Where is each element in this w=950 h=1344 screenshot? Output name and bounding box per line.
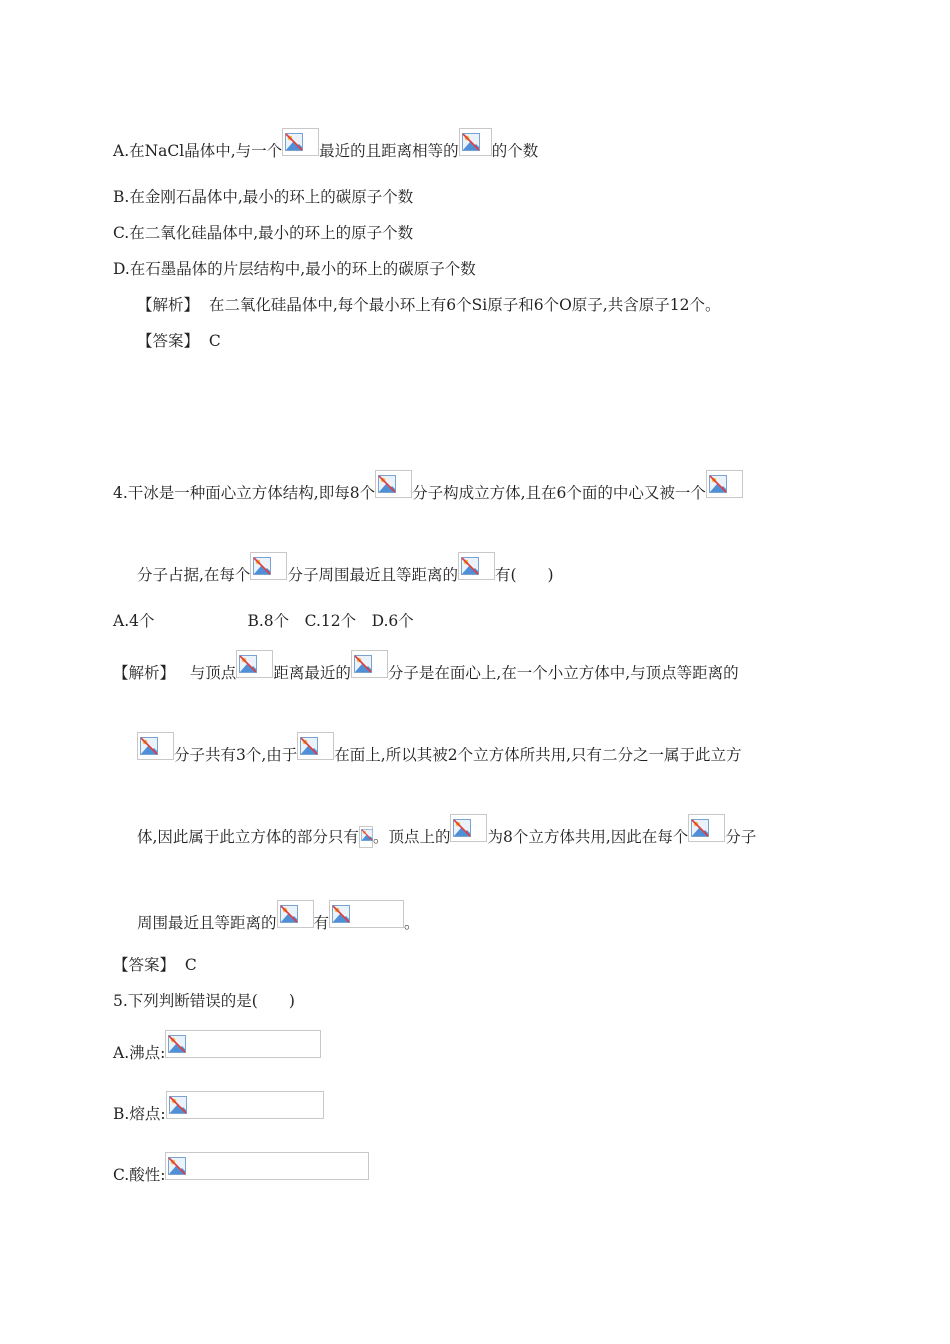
broken-image-icon xyxy=(282,128,319,156)
broken-image-icon xyxy=(375,470,412,498)
text: 分子周围最近且等距离的 xyxy=(287,566,458,584)
text: 。 xyxy=(404,914,420,932)
text: 分子共有3个,由于 xyxy=(174,746,298,764)
text: 周围最近且等距离的 xyxy=(137,914,277,932)
q5-option-b xyxy=(113,1091,324,1123)
broken-image-icon xyxy=(688,814,725,842)
answer-label: 【答案】 xyxy=(113,956,176,974)
q4-options: A.4个 B.8个 C.12个 D.6个 xyxy=(113,612,414,630)
broken-image-icon xyxy=(165,1152,369,1180)
q3-option-c: C.在二氧化硅晶体中,最小的环上的原子个数 xyxy=(113,224,414,242)
text: 。顶点上的 xyxy=(372,828,451,846)
answer-value: C xyxy=(208,332,221,350)
text: A.在NaCl晶体中,与一个 xyxy=(113,142,283,160)
text: 距离最近的 xyxy=(273,664,351,682)
analysis-text: 在二氧化硅晶体中,每个最小环上有6个Si原子和6个O原子,共含原子12个。 xyxy=(208,296,721,314)
q5-option-c xyxy=(113,1152,369,1184)
broken-image-icon xyxy=(277,900,314,928)
q4-analysis-line1 xyxy=(113,650,739,682)
text: 分子构成立方体,且在6个面的中心又被一个 xyxy=(412,484,706,502)
q5-option-a xyxy=(113,1030,321,1062)
q3-answer xyxy=(137,332,221,350)
broken-image-icon xyxy=(137,732,174,760)
q3-analysis xyxy=(137,296,720,314)
q4-analysis-line2 xyxy=(137,732,742,764)
broken-image-icon xyxy=(166,1091,324,1119)
q3-option-d: D.在石墨晶体的片层结构中,最小的环上的碳原子个数 xyxy=(113,260,476,278)
q4-analysis-line3 xyxy=(137,814,757,846)
q4-analysis-line4 xyxy=(137,900,420,932)
broken-image-icon xyxy=(459,128,492,156)
text: 分子 xyxy=(725,828,757,846)
q4-answer xyxy=(113,956,197,974)
analysis-label: 【解析】 xyxy=(113,664,176,682)
text: 与顶点 xyxy=(189,664,237,682)
text: 分子是在面心上,在一个小立方体中,与顶点等距离的 xyxy=(387,664,739,682)
text: 最近的且距离相等的 xyxy=(319,142,459,160)
broken-image-icon xyxy=(359,826,373,848)
text: 为8个立方体共用,因此在每个 xyxy=(487,828,689,846)
text: 有( ) xyxy=(494,566,554,584)
q3-option-b: B.在金刚石晶体中,最小的环上的碳原子个数 xyxy=(113,188,414,206)
text: 分子占据,在每个 xyxy=(137,566,251,584)
answer-value: C xyxy=(184,956,197,974)
text: A.沸点: xyxy=(113,1044,166,1062)
broken-image-icon xyxy=(351,650,388,678)
broken-image-icon xyxy=(706,470,743,498)
analysis-label: 【解析】 xyxy=(137,296,200,314)
broken-image-icon xyxy=(250,552,287,580)
q3-option-a xyxy=(113,128,539,160)
text: C.酸性: xyxy=(113,1166,166,1184)
text: 的个数 xyxy=(491,142,539,160)
text: 有 xyxy=(313,914,330,932)
text: 在面上,所以其被2个立方体所共用,只有二分之一属于此立方 xyxy=(334,746,742,764)
broken-image-icon xyxy=(297,732,334,760)
q4-stem-line2 xyxy=(137,552,554,584)
text: B.熔点: xyxy=(113,1105,166,1123)
text: 体,因此属于此立方体的部分只有 xyxy=(137,828,359,846)
q4-stem-line1 xyxy=(113,470,743,502)
broken-image-icon xyxy=(236,650,273,678)
text: 4.干冰是一种面心立方体结构,即每8个 xyxy=(113,484,376,502)
q5-stem: 5.下列判断错误的是( ) xyxy=(113,992,295,1010)
broken-image-icon xyxy=(329,900,404,928)
broken-image-icon xyxy=(165,1030,321,1058)
broken-image-icon xyxy=(458,552,495,580)
answer-label: 【答案】 xyxy=(137,332,200,350)
broken-image-icon xyxy=(450,814,487,842)
